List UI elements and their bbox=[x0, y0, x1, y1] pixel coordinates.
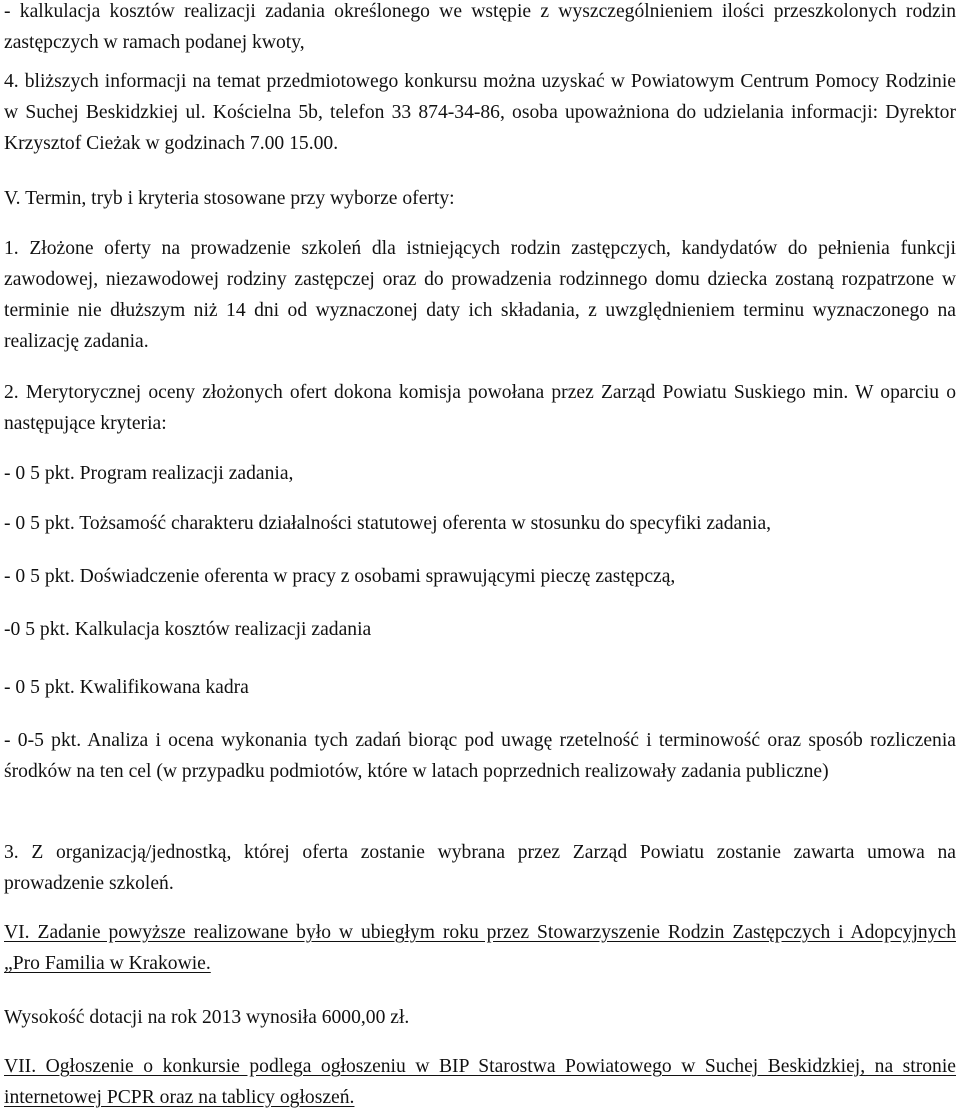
info-contact-item: 4. bliższych informacji na temat przedmiotowego konkursu można uzyskać w Powiatowym Centrum Pomocy Rodzinie w Suchej Beskidzkiej ul. Kościelna 5b, telefon 33 874-34-86, osoba upoważniona do udzielania informacji: Dyrektor Krzysztof Cieżak w godzinach 7.00 15.00. bbox=[4, 71, 956, 154]
criterion-item: - 0 5 pkt. Kwalifikowana kadra bbox=[4, 677, 249, 698]
section-vii-paragraph: VII. Ogłoszenie o konkursie podlega ogłoszeniu w BIP Starostwa Powiatowego w Suchej Beskidzkiej, na stronie internetowej PCPR oraz na tablicy ogłoszeń. bbox=[4, 1056, 956, 1108]
criterion-item: - 0 5 pkt. Program realizacji zadania, bbox=[4, 463, 294, 484]
section-vi-paragraph: VI. Zadanie powyższe realizowane było w ubiegłym roku przez Stowarzyszenie Rodzin Zastępczych i Adopcyjnych „Pro Familia w Krakowie. bbox=[4, 922, 956, 974]
offer-review-paragraph: 1. Złożone oferty na prowadzenie szkoleń dla istniejących rodzin zastępczych, kandydatów do pełnienia funkcji zawodowej, niezawodowej rodziny zastępczej oraz do prowadzenia rodzinnego domu dziecka zostaną rozpatrzone w terminie nie dłuższym niż 14 dni od wyznaczonej daty ich składania, z uwzględnieniem terminu wyznaczonego na realizację zadania. bbox=[4, 238, 956, 352]
criterion-item: - 0 5 pkt. Doświadczenie oferenta w pracy z osobami sprawującymi pieczę zastępczą, bbox=[4, 566, 676, 587]
document-page bbox=[4, 0, 956, 1113]
criterion-analysis-item: - 0-5 pkt. Analiza i ocena wykonania tych zadań biorąc pod uwagę rzetelność i terminowość oraz sposób rozliczenia środków na ten cel (w przypadku podmiotów, które w latach poprzednich realizowały zadania publiczne) bbox=[4, 730, 956, 782]
section-v-heading: V. Termin, tryb i kryteria stosowane przy wyborze oferty: bbox=[4, 188, 455, 209]
cost-calculation-item: - kalkulacja kosztów realizacji zadania określonego we wstępie z wyszczególnieniem ilości przeszkolonych rodzin zastępczych w ramach podanej kwoty, bbox=[4, 1, 956, 53]
contract-paragraph: 3. Z organizacją/jednostką, której oferta zostanie wybrana przez Zarząd Powiatu zostanie zawarta umowa na prowadzenie szkoleń. bbox=[4, 842, 956, 894]
evaluation-committee-paragraph: 2. Merytorycznej oceny złożonych ofert dokona komisja powołana przez Zarząd Powiatu Suskiego min. W oparciu o następujące kryteria: bbox=[4, 382, 956, 434]
subsidy-amount: Wysokość dotacji na rok 2013 wynosiła 6000,00 zł. bbox=[4, 1007, 410, 1028]
criterion-item: -0 5 pkt. Kalkulacja kosztów realizacji zadania bbox=[4, 619, 372, 640]
criterion-item: - 0 5 pkt. Tożsamość charakteru działalności statutowej oferenta w stosunku do specyfiki zadania, bbox=[4, 513, 772, 534]
